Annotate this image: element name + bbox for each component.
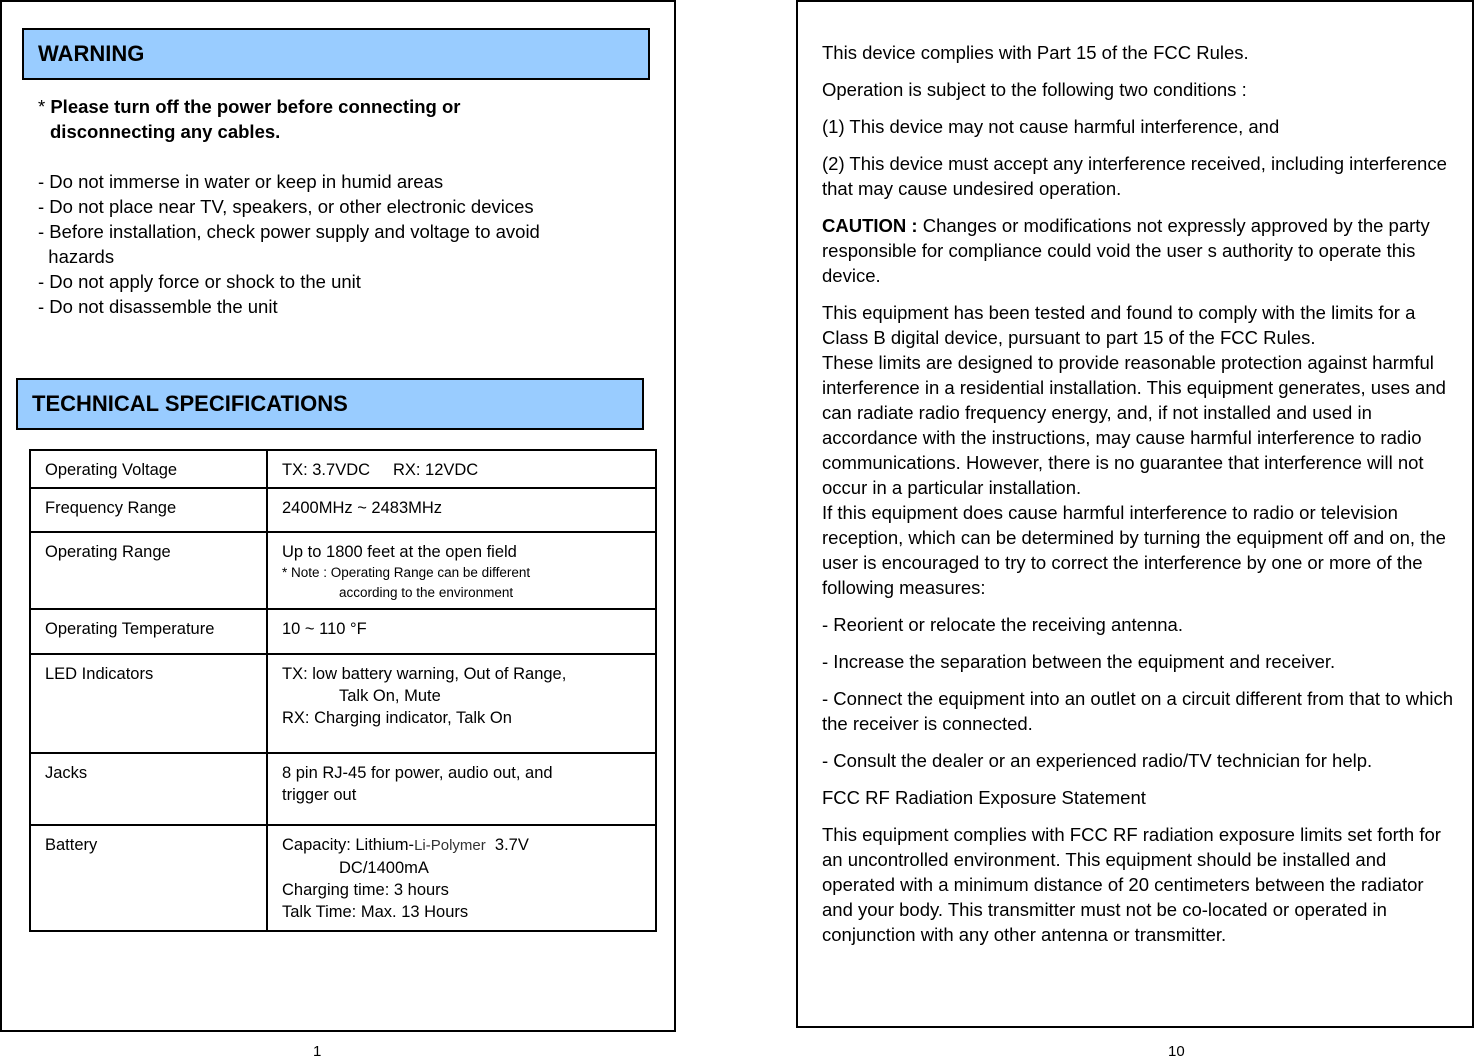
spec-note: * Note : Operating Range can be different xyxy=(282,565,531,580)
spec-value: TX: 3.7VDC RX: 12VDC xyxy=(267,450,656,488)
page-number: 10 xyxy=(1168,1043,1185,1060)
page-number: 1 xyxy=(313,1043,322,1060)
fcc-paragraph: This device complies with Part 15 of the FCC Rules. xyxy=(822,42,1249,63)
fcc-measure: - Consult the dealer or an experienced radio/TV technician for help. xyxy=(822,750,1373,771)
table-row xyxy=(30,488,656,532)
caution-text: Changes or modifications not expressly approved by the party responsible for compliance could void the user s authority to operate this device. xyxy=(822,215,1430,286)
battery-type: Li-Polymer xyxy=(414,837,486,854)
fcc-condition: (2) This device must accept any interference received, including interference that may cause undesired operation. xyxy=(822,153,1447,199)
fcc-measure: - Reorient or relocate the receiving antenna. xyxy=(822,614,1183,635)
fcc-measure: - Increase the separation between the equipment and receiver. xyxy=(822,651,1336,672)
spec-value-line: Talk On, Mute xyxy=(339,687,441,705)
fcc-caution xyxy=(822,213,1454,288)
spec-label: Operating Range xyxy=(30,532,267,609)
warning-power-notice xyxy=(38,94,638,144)
asterisk: * xyxy=(38,96,51,117)
spec-label: Operating Voltage xyxy=(30,450,267,488)
tech-specs-header: TECHNICAL SPECIFICATIONS xyxy=(16,378,644,430)
spec-table xyxy=(29,449,657,932)
fcc-statement xyxy=(822,40,1454,959)
spec-value xyxy=(267,753,656,825)
warning-bold-line-1: Please turn off the power before connecting or xyxy=(50,96,461,117)
spec-value: 2400MHz ~ 2483MHz xyxy=(267,488,656,532)
warning-item: - Do not place near TV, speakers, or other electronic devices xyxy=(38,196,534,217)
spec-value-line: Talk Time: Max. 13 Hours xyxy=(282,903,469,921)
spec-value-line: RX: Charging indicator, Talk On xyxy=(282,709,512,727)
table-row xyxy=(30,609,656,654)
spec-label: Operating Temperature xyxy=(30,609,267,654)
table-row xyxy=(30,532,656,609)
spec-note: according to the environment xyxy=(339,585,514,600)
spec-value xyxy=(267,654,656,753)
rf-exposure-text: This equipment complies with FCC RF radiation exposure limits set forth for an uncontrolled environment. This equipment should be installed and operated with a minimum distance of 20 centimeters between the radiator and your body. This transmitter must not be co-located or operated in conjunction with any other antenna or transmitter. xyxy=(822,824,1441,945)
spec-label: Jacks xyxy=(30,753,267,825)
spec-value-line: DC/1400mA xyxy=(339,859,429,877)
fcc-paragraph: Operation is subject to the following two conditions : xyxy=(822,79,1247,100)
spec-label: Battery xyxy=(30,825,267,931)
fcc-condition: (1) This device may not cause harmful interference, and xyxy=(822,116,1280,137)
warning-bold-line-2: disconnecting any cables. xyxy=(50,121,281,142)
rf-exposure-title: FCC RF Radiation Exposure Statement xyxy=(822,787,1146,808)
spec-value-line: Up to 1800 feet at the open field xyxy=(282,543,517,561)
spec-value xyxy=(267,825,656,931)
table-row xyxy=(30,450,656,488)
warning-item: - Do not immerse in water or keep in humid areas xyxy=(38,171,444,192)
warning-item: hazards xyxy=(38,246,115,267)
spec-label: Frequency Range xyxy=(30,488,267,532)
spec-value-line: TX: low battery warning, Out of Range, xyxy=(282,665,567,683)
spec-value xyxy=(267,532,656,609)
fcc-paragraph: This equipment has been tested and found to comply with the limits for a Class B digital device, pursuant to part 15 of the FCC Rules. xyxy=(822,302,1416,348)
table-row xyxy=(30,825,656,931)
caution-label: CAUTION : xyxy=(822,215,918,236)
spec-value-line xyxy=(282,834,641,857)
fcc-paragraph: These limits are designed to provide reasonable protection against harmful interference in a residential installation. This equipment generates, uses and can radiate radio frequency energy, and, if not installed and used in accordance with the instructions, may cause harmful interference to radio communications. However, there is no guarantee that interference will not occur in a particular installation. xyxy=(822,352,1446,498)
warning-item: - Do not apply force or shock to the unit xyxy=(38,271,361,292)
warning-item: - Do not disassemble the unit xyxy=(38,296,278,317)
battery-capacity-prefix: Capacity: Lithium- xyxy=(282,836,415,854)
spec-value-line: Charging time: 3 hours xyxy=(282,881,449,899)
fcc-measure: - Connect the equipment into an outlet on a circuit different from that to which the receiver is connected. xyxy=(822,688,1454,734)
table-row xyxy=(30,654,656,753)
warning-header: WARNING xyxy=(22,28,650,80)
spec-value-line: trigger out xyxy=(282,786,357,804)
warning-item: - Before installation, check power supply and voltage to avoid xyxy=(38,221,540,242)
warning-list xyxy=(38,169,658,319)
fcc-paragraph: If this equipment does cause harmful interference to radio or television reception, which can be determined by turning the equipment off and on, the user is encouraged to try to correct the interference by one or more of the following measures: xyxy=(822,502,1446,598)
spec-label: LED Indicators xyxy=(30,654,267,753)
table-row xyxy=(30,753,656,825)
spec-value-line: 8 pin RJ-45 for power, audio out, and xyxy=(282,764,553,782)
spec-value: 10 ~ 110 °F xyxy=(267,609,656,654)
battery-voltage: 3.7V xyxy=(485,836,529,854)
